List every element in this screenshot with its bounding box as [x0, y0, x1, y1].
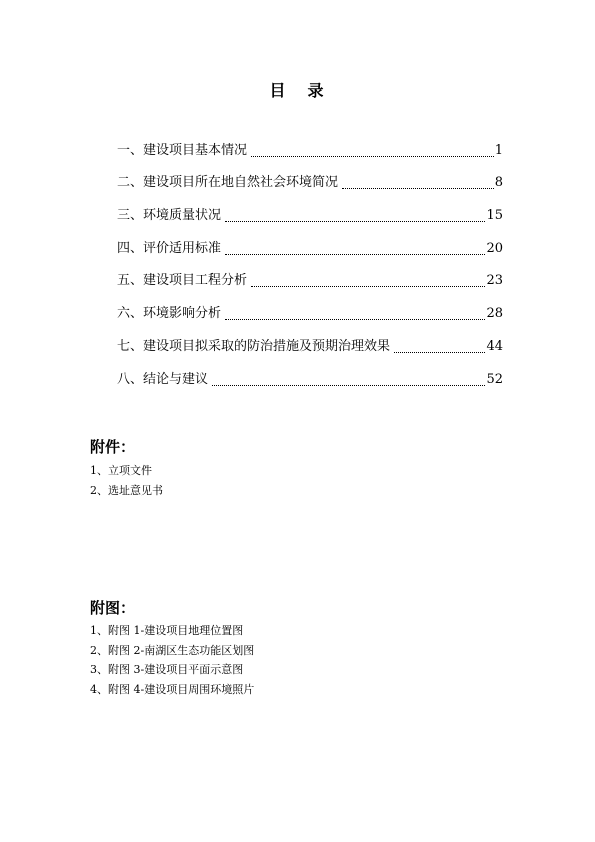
toc-entry-page: 8: [494, 175, 503, 191]
list-item: 1、附图 1-建设项目地理位置图: [90, 624, 244, 637]
toc-entry-label: 八、结论与建议: [117, 371, 209, 387]
toc-entry-page: 52: [486, 371, 503, 387]
toc-leader-dots: [212, 384, 485, 386]
toc-entry[interactable]: [117, 226, 503, 259]
figures-heading: 附图：: [90, 599, 136, 617]
toc-entry-label: 一、建设项目基本情况: [117, 142, 248, 158]
toc-entry[interactable]: [117, 259, 503, 292]
toc-entry[interactable]: [117, 193, 503, 226]
toc-entry-label: 五、建设项目工程分析: [117, 273, 248, 289]
toc-entry-page: 15: [486, 208, 503, 224]
toc-entry[interactable]: [117, 161, 503, 194]
toc-entry-label: 六、环境影响分析: [117, 306, 222, 322]
figures-list: [90, 621, 254, 699]
list-item: 3、附图 3-建设项目平面示意图: [90, 663, 244, 676]
toc-entry-page: 1: [494, 142, 503, 158]
toc-entry-page: 23: [486, 273, 503, 289]
toc-leader-dots: [251, 285, 485, 287]
toc-entry-page: 20: [486, 240, 503, 256]
toc-leader-dots: [342, 187, 494, 189]
list-item: 2、选址意见书: [90, 483, 163, 497]
toc-leader-dots: [251, 155, 494, 157]
toc-entry-label: 七、建设项目拟采取的防治措施及预期治理效果: [117, 338, 391, 354]
table-of-contents: [117, 128, 503, 390]
toc-entry[interactable]: [117, 324, 503, 357]
toc-entry-page: 28: [486, 306, 503, 322]
toc-leader-dots: [225, 220, 485, 222]
attachments-heading: 附件：: [90, 438, 136, 456]
list-item: 4、附图 4-建设项目周围环境照片: [90, 682, 255, 696]
page-title: [0, 78, 595, 101]
toc-entry[interactable]: [117, 357, 503, 390]
toc-entry-page: 44: [486, 338, 503, 354]
toc-leader-dots: [225, 318, 485, 320]
toc-entry-label: 四、评价适用标准: [117, 240, 222, 256]
toc-entry-label: 二、建设项目所在地自然社会环境简况: [117, 175, 339, 191]
toc-leader-dots: [394, 351, 485, 353]
title-char-2: 录: [307, 81, 326, 100]
toc-leader-dots: [225, 253, 485, 255]
toc-entry[interactable]: [117, 291, 503, 324]
toc-entry[interactable]: [117, 128, 503, 161]
toc-entry-label: 三、环境质量状况: [117, 208, 222, 224]
attachments-list: [90, 461, 163, 500]
title-char-1: 目: [269, 81, 288, 100]
list-item: 1、立项文件: [90, 464, 152, 477]
list-item: 2、附图 2-南湖区生态功能区划图: [90, 643, 255, 657]
